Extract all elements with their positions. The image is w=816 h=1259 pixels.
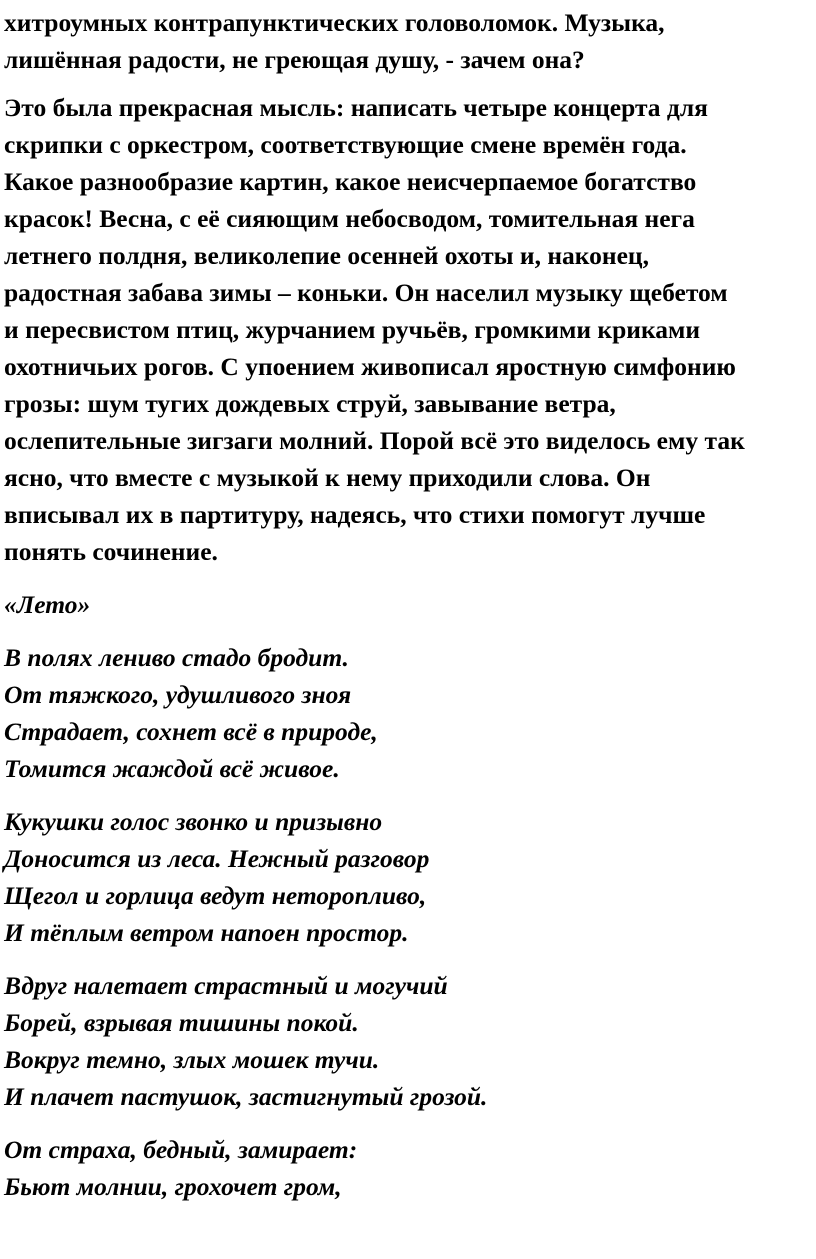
poem-line: Щегол и горлица ведут неторопливо, (4, 881, 427, 910)
poem-stanza (4, 967, 816, 1115)
text-line: вписывал их в партитуру, надеясь, что стихи помогут лучше (4, 500, 706, 529)
poem-title: «Лето» (4, 590, 91, 619)
poem-stanza (4, 639, 816, 787)
text-line: охотничьих рогов. С упоением живописал яростную симфонию (4, 352, 736, 381)
text-line: хитроумных контрапунктических головоломок. Музыка, (4, 8, 665, 37)
text-line: радостная забава зимы – коньки. Он населил музыку щебетом (4, 278, 728, 307)
poem-line: От страха, бедный, замирает: (4, 1135, 358, 1164)
poem-line: Бьют молнии, грохочет гром, (4, 1172, 342, 1201)
poem-line: Томится жаждой всё живое. (4, 754, 340, 783)
poem-stanza (4, 803, 816, 951)
poem-line: И тёплым ветром напоен простор. (4, 918, 409, 947)
poem-line: Доносится из леса. Нежный разговор (4, 844, 430, 873)
text-line: ясно, что вместе с музыкой к нему приходили слова. Он (4, 463, 651, 492)
text-line: Это была прекрасная мысль: написать четыре концерта для (4, 93, 708, 122)
text-line: Какое разнообразие картин, какое неисчерпаемое богатство (4, 167, 697, 196)
poem-line: Вдруг налетает страстный и могучий (4, 971, 448, 1000)
text-line: лишённая радости, не греющая душу, - зачем она? (4, 45, 585, 74)
text-line: летнего полдня, великолепие осенней охоты и, наконец, (4, 241, 649, 270)
poem-stanza (4, 1131, 816, 1205)
text-line: скрипки с оркестром, соответствующие смене времён года. (4, 130, 687, 159)
poem-line: Страдает, сохнет всё в природе, (4, 717, 378, 746)
paragraph-intro (4, 0, 816, 78)
paragraph-seasons (4, 89, 816, 570)
poem-line: Вокруг темно, злых мошек тучи. (4, 1045, 380, 1074)
poem-line: Борей, взрывая тишины покой. (4, 1008, 359, 1037)
text-line: грозы: шум тугих дождевых струй, завывание ветра, (4, 389, 616, 418)
poem-line: И плачет пастушок, застигнутый грозой. (4, 1082, 488, 1111)
text-line: понять сочинение. (4, 537, 218, 566)
poem-line: Кукушки голос звонко и призывно (4, 807, 383, 836)
text-line: красок! Весна, с её сияющим небосводом, томительная нега (4, 204, 695, 233)
poem-line: От тяжкого, удушливого зноя (4, 680, 352, 709)
text-line: и пересвистом птиц, журчанием ручьёв, громкими криками (4, 315, 701, 344)
text-line: ослепительные зигзаги молний. Порой всё это виделось ему так (4, 426, 745, 455)
poem-line: В полях лениво стадо бродит. (4, 643, 349, 672)
